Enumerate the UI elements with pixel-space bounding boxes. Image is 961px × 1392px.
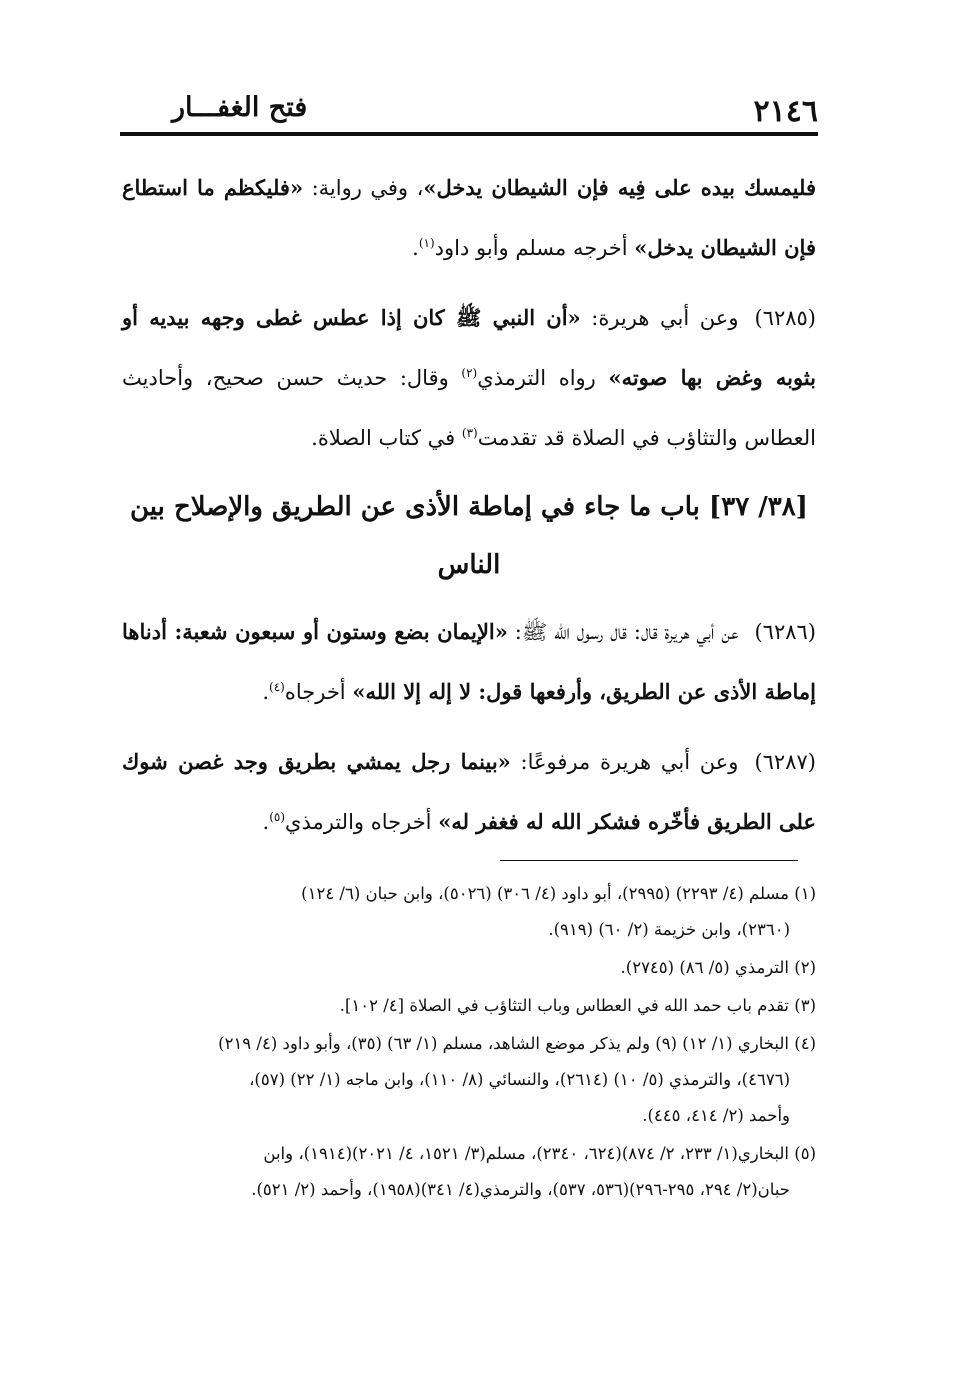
footnote-line: (٢) الترمذي (٥/ ٨٦) (٢٧٤٥). <box>620 958 816 977</box>
footnote-line: (١) مسلم (٤/ ٢٢٩٣) (٢٩٩٥)، أبو داود (٤/ ٣٠٦) (٥٠٢٦)، وابن حبان (٦/ ١٢٤) <box>301 884 816 903</box>
main-text <box>122 158 816 862</box>
hadith-number: (٦٢٨٥) <box>754 306 816 330</box>
footnote-marker: (٤) <box>269 680 285 694</box>
hadith-6285 <box>122 288 816 468</box>
narration-text: وعن أبي هريرة مرفوعًا: <box>510 750 739 774</box>
footnote-marker: (١) <box>418 236 435 250</box>
footnote-line: حبان(٢/ ٢٩٤، ٢٩٥-٢٩٦)(٥٣٦، ٥٣٧)، والترمذي(٤/ ٣٤١)(١٩٥٨)، وأحمد (٢/ ٥٢١). <box>251 1180 790 1199</box>
hadith-6287 <box>122 732 816 852</box>
footnote-marker: (٢) <box>461 366 478 380</box>
footnote-line: (٢٣٦٠)، وابن خزيمة (٢/ ٦٠) (٩١٩). <box>548 920 790 939</box>
footnote-1 <box>122 876 816 948</box>
narration-text: عن أبي هريرة قال: قال رسول الله ﷺ: <box>507 620 739 644</box>
footnote-marker: (٣) <box>461 426 478 440</box>
attribution-text: أخرجاه والترمذي <box>285 810 439 834</box>
page-number: ٢١٤٦ <box>753 94 818 129</box>
commentary-text: في كتاب الصلاة. <box>311 426 462 450</box>
chapter-heading: [٣٨/ ٣٧] باب ما جاء في إماطة الأذى عن الطريق والإصلاح بين الناس <box>130 492 808 580</box>
footnote-line: (٤) البخاري (١/ ١٢) (٩) ولم يذكر موضع الشاهد، مسلم (١/ ٦٣) (٣٥)، وأبو داود (٤/ ٢١٩) <box>218 1034 816 1053</box>
footnote-4 <box>122 1026 816 1134</box>
attribution-text: رواه الترمذي <box>477 366 609 390</box>
hadith-text: «فليكظم ما استطاع فإن الشيطان يدخل» <box>122 175 816 260</box>
hadith-6286 <box>122 602 816 722</box>
hadith-text: «الإيمان بضع وستون أو سبعون شعبة: أدناها إماطة الأذى عن الطريق، وأرفعها قول: لا إله إلا الله» <box>122 619 816 704</box>
hadith-number: (٦٢٨٦) <box>754 620 816 644</box>
footnote-line: (٥) البخاري(١/ ٢٣٣، ٢/ ٨٧٤)(٦٢٤، ٢٣٤٠)، مسلم(٣/ ١٥٢١، ٤/ ٢٠٢١)(١٩١٤)، وابن <box>263 1144 816 1163</box>
footnote-marker: (٥) <box>269 810 286 824</box>
attribution-text: أخرجاه <box>284 680 353 704</box>
footnote-separator <box>500 860 798 861</box>
footnote-line: (٤٦٧٦)، والترمذي (٥/ ١٠) (٢٦١٤)، والنسائي (٨/ ١١٠)، وابن ماجه (١/ ٢٢) (٥٧)، <box>249 1070 790 1089</box>
commentary-text: وقال: حديث حسن صحيح، وأحاديث العطاس والتثاؤب في الصلاة قد تقدمت <box>122 366 816 450</box>
footnote-3 <box>122 988 816 1024</box>
footnotes <box>122 876 816 1210</box>
book-title: فتح الغفـــار <box>172 92 308 123</box>
period: . <box>412 236 419 260</box>
hadith-text: فليمسك بيده على فِيه فإن الشيطان يدخل» <box>423 175 816 200</box>
period: . <box>262 680 270 704</box>
paragraph-continuation <box>122 158 816 278</box>
hadith-text: «أن النبي ﷺ كان إذا عطس غطى وجهه بيديه أو بثوبه وغض بها صوته» <box>122 305 816 390</box>
footnote-5 <box>122 1136 816 1208</box>
narration-text: ، وفي رواية: <box>303 176 424 200</box>
footnote-line: وأحمد (٢/ ٤١٤، ٤٤٥). <box>642 1106 790 1125</box>
page-header <box>120 88 818 136</box>
period: . <box>262 810 270 834</box>
narration-text: وعن أبي هريرة: <box>580 306 739 330</box>
attribution-text: أخرجه مسلم وأبو داود <box>434 236 635 260</box>
footnote-2 <box>122 950 816 986</box>
hadith-text: «بينما رجل يمشي بطريق وجد غصن شوك على الطريق فأخّره فشكر الله له فغفر له» <box>122 749 816 834</box>
hadith-number: (٦٢٨٧) <box>754 750 816 774</box>
footnote-line: (٣) تقدم باب حمد الله في العطاس وباب التثاؤب في الصلاة [٤/ ١٠٢]. <box>339 996 816 1015</box>
